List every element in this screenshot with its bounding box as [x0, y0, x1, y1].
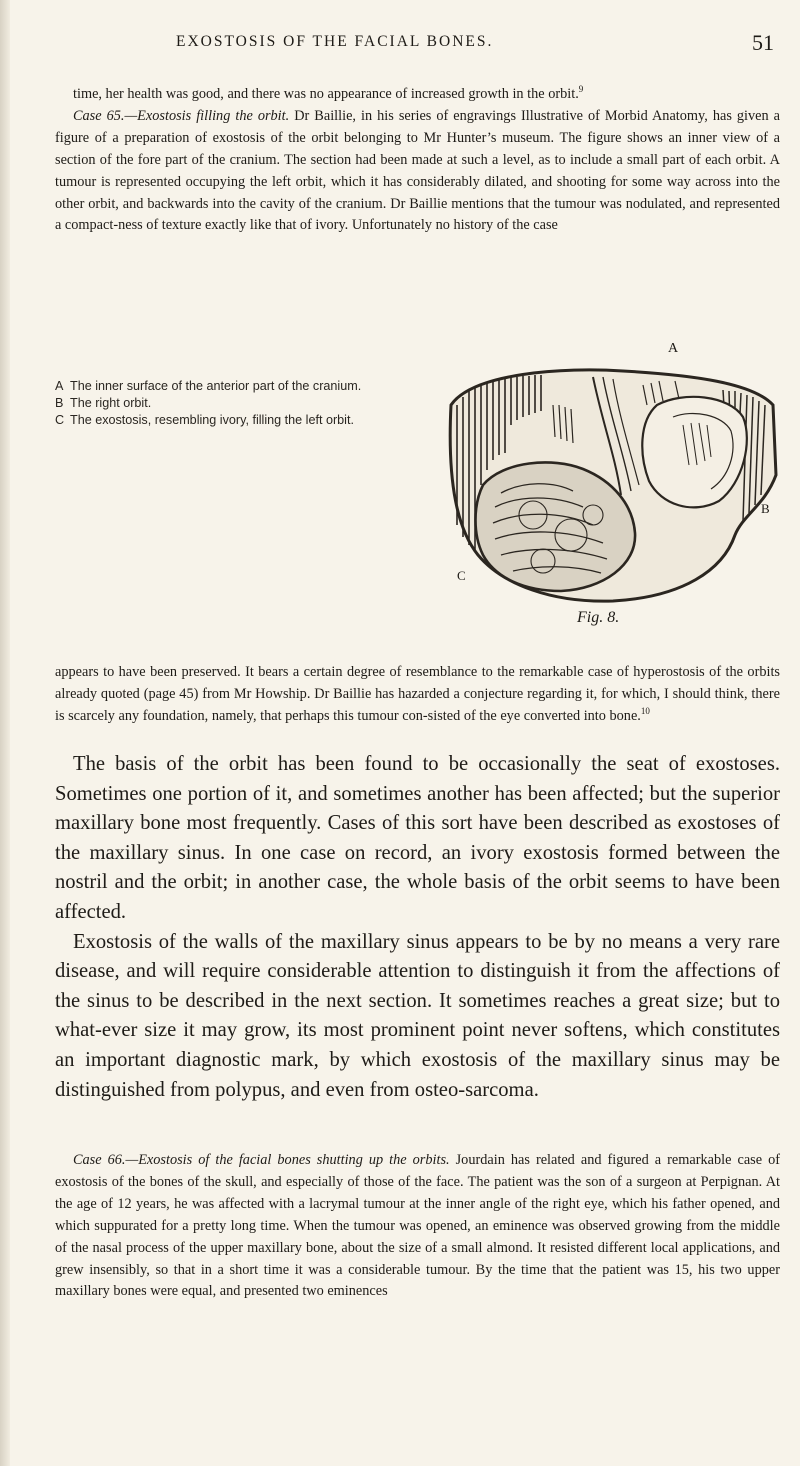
paragraph-text: time, her health was good, and there was no appearance of increased growth in the orbit.	[73, 86, 579, 102]
legend-item	[55, 412, 435, 429]
legend-item	[55, 378, 435, 395]
cranium-engraving	[443, 365, 780, 605]
figure-marker-c: C	[457, 568, 466, 583]
legend-text: The right orbit.	[70, 395, 152, 410]
middle-text-block	[55, 662, 780, 728]
large-type-block	[55, 750, 780, 1105]
figure-marker-a: A	[668, 341, 679, 356]
case-label: Case 65.	[73, 107, 125, 124]
figure-legend	[55, 378, 435, 428]
paragraph-basis-of-orbit: The basis of the orbit has been found to be occasionally the seat of exostoses. Sometimes one portion of it, and sometimes another has been affected; but the superior maxillary bone most frequently. Cases of this sort have been described as exostoses of the maxillary sinus. In one case on record, an ivory exostosis formed between the nostril and the orbit; in another case, the whole basis of the orbit seems to have been affected.	[55, 753, 780, 923]
legend-text: The exostosis, resembling ivory, filling the left orbit.	[70, 412, 354, 427]
paragraph-case-65	[55, 106, 780, 237]
running-head	[0, 30, 800, 54]
legend-letter: B	[55, 395, 64, 410]
page-gutter-shadow	[0, 0, 10, 1466]
case-title: —Exostosis filling the orbit.	[124, 107, 290, 124]
paragraph-continuation	[55, 662, 780, 728]
case-title: —Exostosis of the facial bones shutting up the orbits.	[125, 1152, 450, 1168]
footnote-ref: 9	[578, 84, 584, 95]
running-title: EXOSTOSIS OF THE FACIAL BONES.	[176, 33, 494, 50]
bottom-text-block	[55, 1150, 780, 1303]
figure-marker-b: B	[761, 501, 770, 516]
paragraph-case-66	[55, 1150, 780, 1303]
paragraph-text: appears to have been preserved. It bears a certain degree of resemblance to the remarkable case of hyperostosis of the orbits already quoted (page 45) from Mr Howship. Dr Baillie has hazarded a conjecture regarding it, for which, I should think, there is scarcely any foundation, namely, that perhaps this tumour con-sisted of the eye converted into bone.	[55, 664, 780, 724]
paragraph-continuation	[55, 84, 780, 106]
legend-item	[55, 395, 435, 412]
case-text: Dr Baillie, in his series of engravings Illustrative of Morbid Anatomy, has given a figure of a preparation of exostosis of the orbit belonging to Mr Hunter’s museum. The figure shows an inner view of a section of the fore part of the cranium. The section had been made at such a level, as to include a small part of each orbit. A tumour is represented occupying the left orbit, which it has considerably dilated, and shooting for some way across into the other orbit, and backwards into the cavity of the cranium. Dr Baillie mentions that the tumour was nodulated, and represented a compact-ness of texture exactly like that of ivory. Unfortunately no history of the case	[55, 107, 780, 234]
paragraph-maxillary-sinus: Exostosis of the walls of the maxillary sinus appears to be by no means a very rare disease, and will require considerable attention to distinguish it from the affections of the sinus to be described in the next section. It sometimes reaches a great size; but to what-ever size it may grow, its most prominent point never softens, which constitutes an important diagnostic mark, by which exostosis of the maxillary sinus may be distinguished from polypus, and even from osteo-sarcoma.	[55, 930, 780, 1101]
page-number: 51	[752, 30, 774, 55]
top-text-block	[55, 84, 780, 237]
case-text: Jourdain has related and figured a remarkable case of exostosis of the bones of the skull, and especially of those of the face. The patient was the son of a surgeon at Perpignan. At the age of 12 years, he was affected with a lacrymal tumour at the inner angle of the right eye, which his father opened, and which suppurated for a pretty long time. When the tumour was opened, an eminence was observed growing from the middle of the nasal process of the upper maxillary bone, about the size of a small almond. It resisted different local applications, and grew insensibly, so that in a short time it was a considerable tumour. By the time that the patient was 15, his two upper maxillary bones were equal, and presented two eminences	[55, 1152, 780, 1300]
legend-text: The inner surface of the anterior part of the cranium.	[70, 379, 362, 393]
case-label: Case 66.	[73, 1152, 126, 1168]
legend-letter: A	[55, 379, 64, 393]
figure-caption: Fig. 8.	[577, 609, 620, 626]
footnote-ref: 10	[640, 706, 650, 717]
legend-letter: C	[55, 412, 65, 427]
figure-8	[55, 341, 780, 635]
